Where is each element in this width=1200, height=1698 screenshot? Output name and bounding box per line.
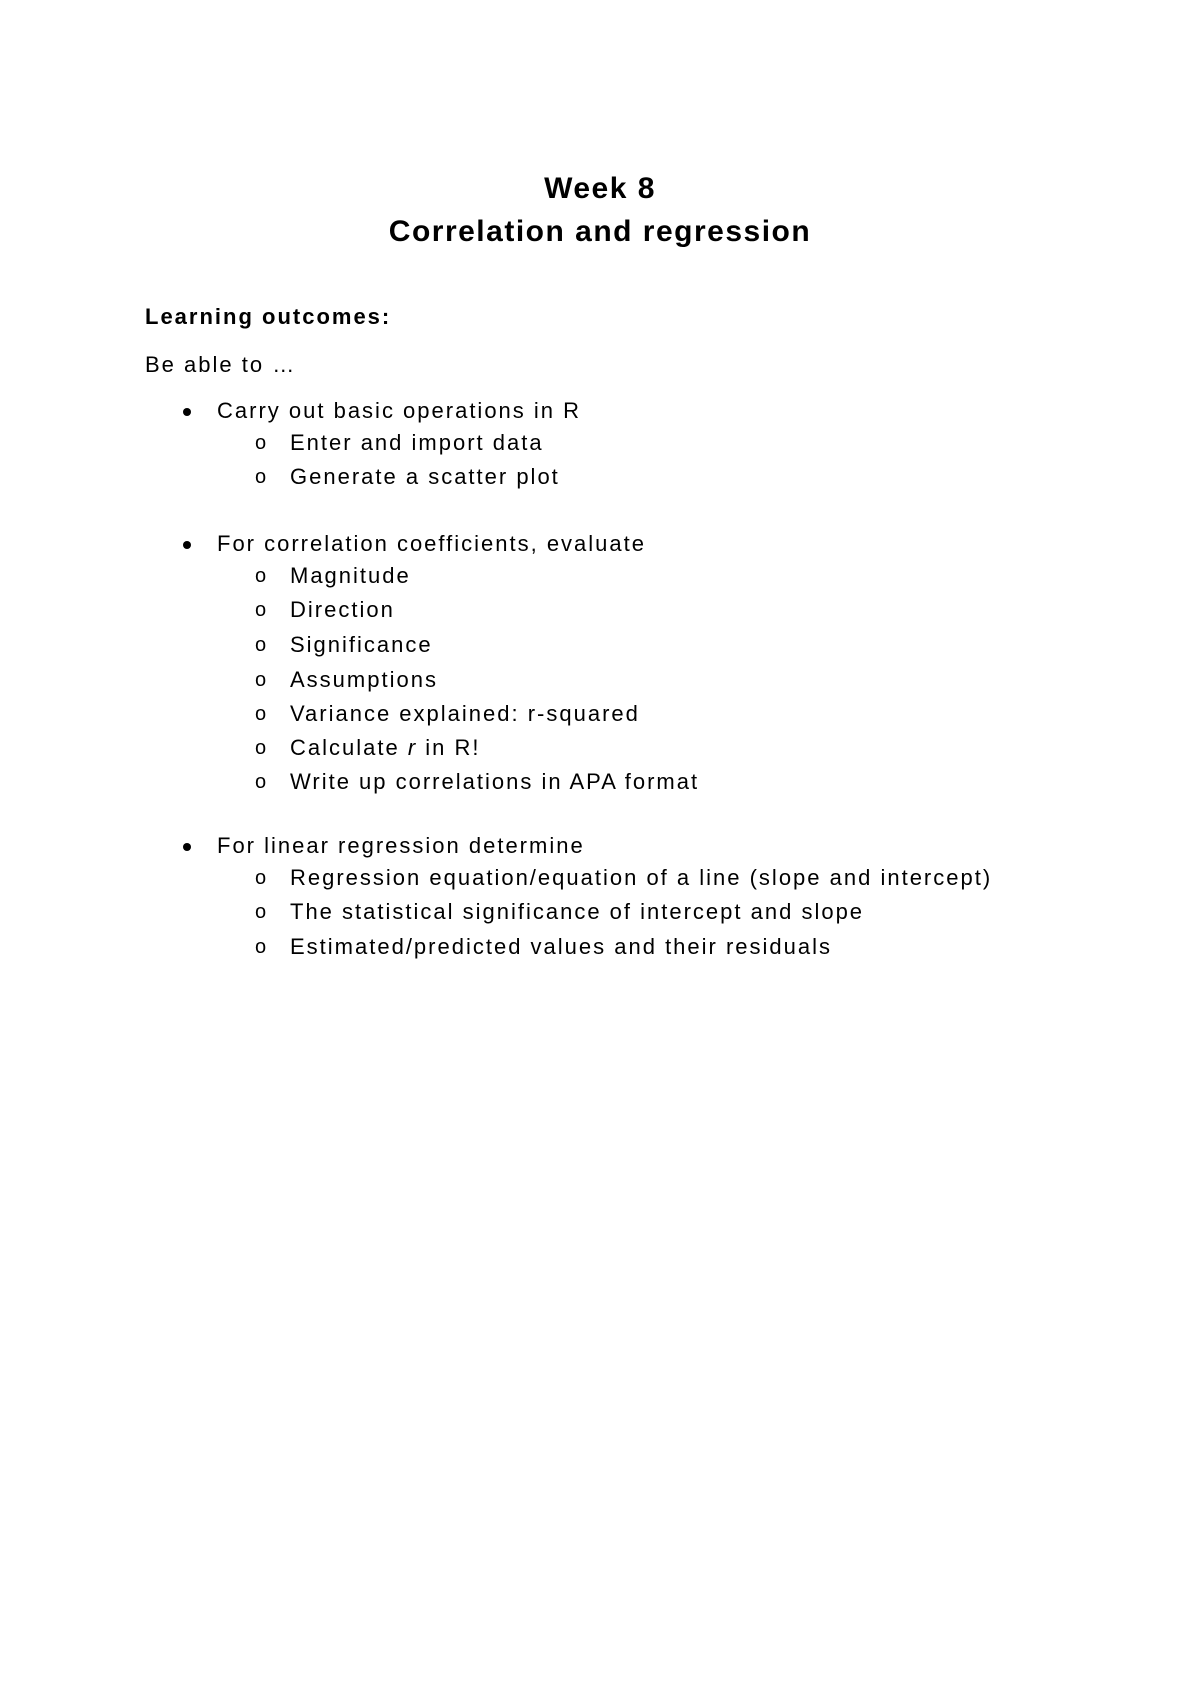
sub-item-text: Regression equation/equation of a line (slope and intercept) [290, 865, 993, 890]
sub-item-text: Estimated/predicted values and their residuals [290, 934, 833, 959]
sub-item-text: Significance [290, 632, 433, 657]
circle-bullet-icon: o [255, 936, 269, 958]
bullet-text: Carry out basic operations in R [217, 398, 582, 423]
circle-bullet-icon: o [255, 565, 269, 587]
circle-bullet-icon: o [255, 771, 269, 793]
circle-bullet-icon: o [255, 634, 269, 656]
bullet-dot-icon [183, 843, 191, 851]
sub-item-text: Direction [290, 597, 395, 622]
sub-item-text: Assumptions [290, 667, 438, 692]
sub-item-text: Variance explained: r-squared [290, 701, 640, 726]
intro-text: Be able to … [145, 352, 297, 377]
circle-bullet-icon: o [255, 466, 269, 488]
learning-outcomes-heading: Learning outcomes: [145, 304, 392, 329]
circle-bullet-icon: o [255, 867, 269, 889]
variable-r: r [407, 735, 418, 760]
sub-item-text: Magnitude [290, 563, 411, 588]
sub-item-text: Write up correlations in APA format [290, 769, 700, 794]
bullet-text: For linear regression determine [217, 833, 585, 858]
circle-bullet-icon: o [255, 432, 269, 454]
sub-item-text: Generate a scatter plot [290, 464, 560, 489]
circle-bullet-icon: o [255, 599, 269, 621]
page-title-week: Week 8 [544, 172, 656, 205]
circle-bullet-icon: o [255, 737, 269, 759]
sub-item-text [290, 733, 481, 763]
sub-item-text-part: Calculate [290, 735, 408, 760]
circle-bullet-icon: o [255, 901, 269, 923]
page-title-topic: Correlation and regression [388, 215, 812, 248]
bullet-dot-icon [183, 541, 191, 549]
circle-bullet-icon: o [255, 703, 269, 725]
sub-item-text: Enter and import data [290, 430, 544, 455]
bullet-dot-icon [183, 408, 191, 416]
circle-bullet-icon: o [255, 669, 269, 691]
sub-item-text: The statistical significance of intercept and slope [290, 899, 865, 924]
sub-item-text-part: in R! [417, 735, 481, 760]
bullet-text: For correlation coefficients, evaluate [217, 531, 646, 556]
